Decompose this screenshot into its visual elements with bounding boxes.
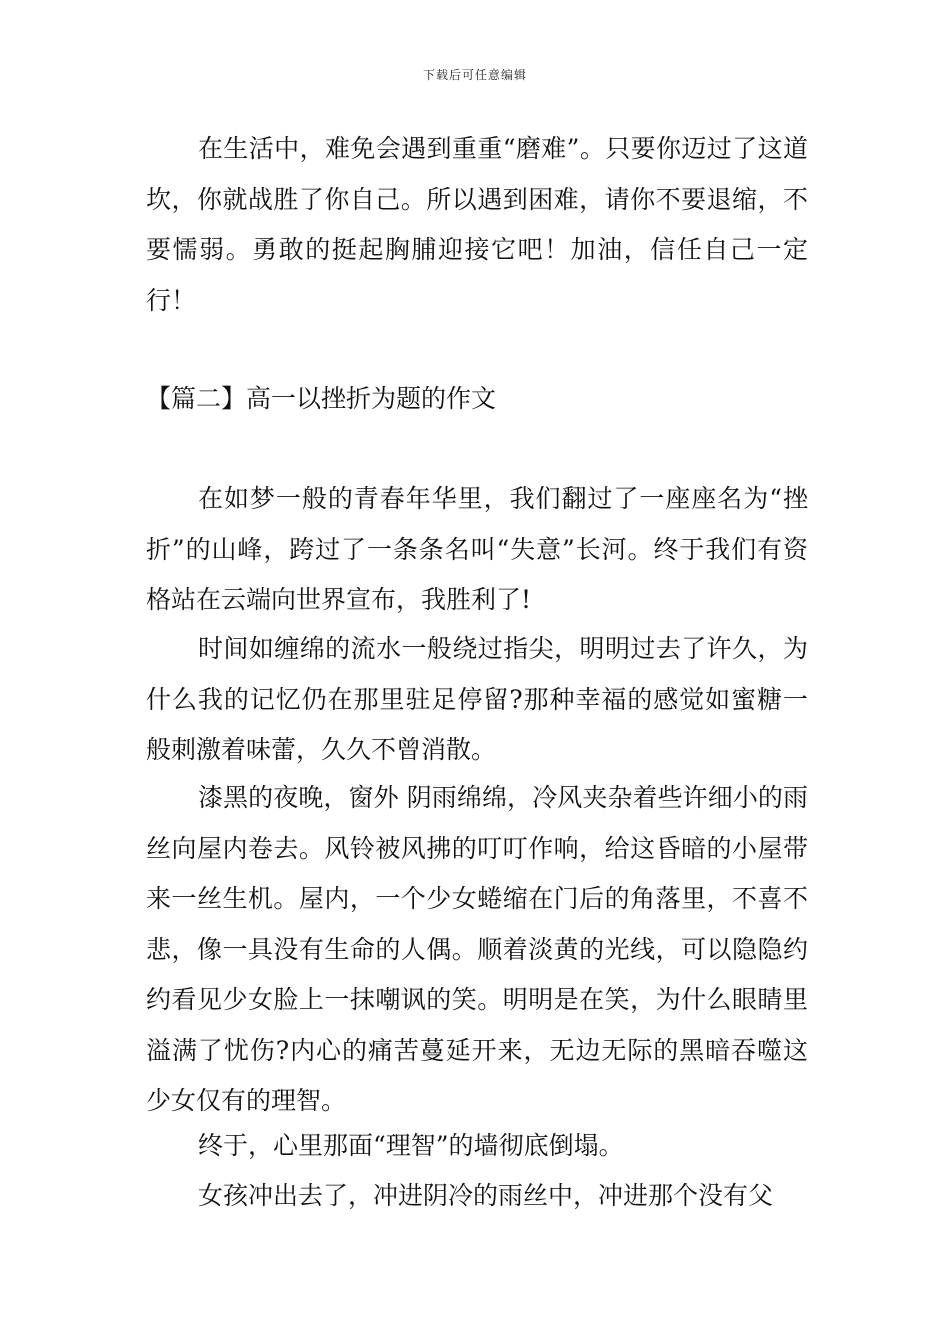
section-title: 【篇二】高一以挫折为题的作文 <box>146 384 497 413</box>
essay-paragraph-4: 终于，心里那面“理智”的墙彻底倒塌。 <box>198 1131 624 1160</box>
header-note: 下载后可任意编辑 <box>422 68 527 82</box>
essay-paragraph-5: 女孩冲出去了，冲进阴冷的雨丝中，冲进那个没有父 <box>198 1181 774 1210</box>
intro-paragraph: 在生活中，难免会遇到重重“磨难”。只要你迈过了这道坎，你就战胜了你自己。所以遇到困难，请你不要退缩，不要懦弱。勇敢的挺起胸脯迎接它吧！加油，信任自己一定行！ <box>146 134 808 315</box>
essay-paragraph-1: 在如梦一般的青春年华里，我们翻过了一座座名为“挫折”的山峰，跨过了一条条名叫“失意”长河。终于我们有资格站在云端向世界宣布，我胜利了! <box>146 484 808 614</box>
essay-paragraph-2: 时间如缠绵的流水一般绕过指尖，明明过去了许久，为什么我的记忆仍在那里驻足停留?那种幸福的感觉如蜜糖一般刺激着味蕾，久久不曾消散。 <box>146 634 808 764</box>
essay-paragraph-3: 漆黑的夜晚，窗外 阴雨绵绵，冷风夹杂着些许细小的雨丝向屋内卷去。风铃被风拂的叮叮作响，给这昏暗的小屋带来一丝生机。屋内，一个少女蜷缩在门后的角落里，不喜不悲，像一具没有生命的人偶。顺着淡黄的光线，可以隐隐约约看见少女脸上一抹嘲讽的笑。明明是在笑，为什么眼睛里溢满了忧伤?内心的痛苦蔓延开来，无边无际的黑暗吞噬这少女仅有的理智。 <box>146 783 808 1115</box>
